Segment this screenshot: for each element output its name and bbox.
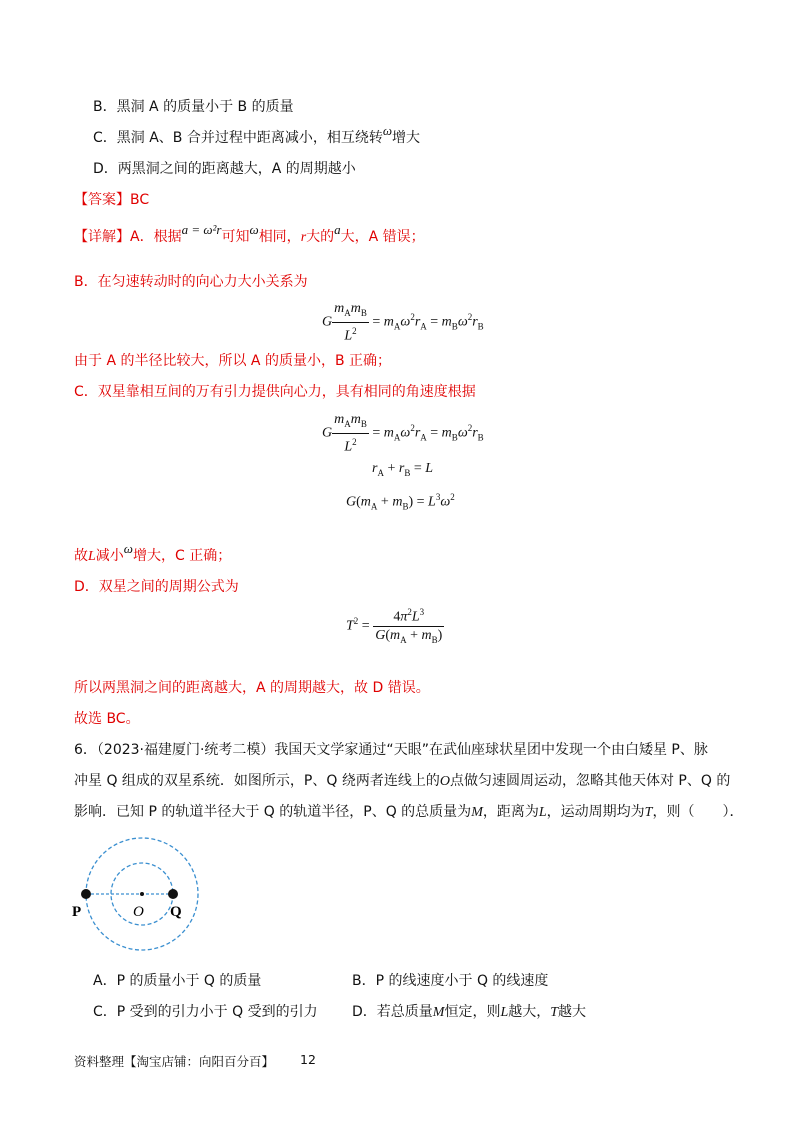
label-o: O: [133, 904, 144, 920]
conclusion: 故选 BC。: [74, 711, 140, 727]
b-result: 由于 A 的半径比较大，所以 A 的质量小，B 正确；: [74, 353, 392, 369]
c-intro: C．双星靠相互间的万有引力提供向心力，具有相同的角速度根据: [74, 384, 476, 400]
omega-symbol: ω: [382, 123, 393, 138]
center-o: [140, 892, 144, 896]
label-p: P: [72, 904, 82, 920]
formula-kepler: $G(m_A + m_B) = L^3\omega^2$: [346, 492, 455, 512]
d-result: 所以两黑洞之间的距离越大，A 的周期越大，故 D 错误。: [74, 680, 430, 696]
formula-radius-sum: $r_A + r_B = L$: [372, 461, 434, 478]
page-number: 12: [300, 1052, 316, 1067]
label-q: Q: [170, 904, 182, 920]
option-b: B．黑洞 A 的质量小于 B 的质量: [93, 99, 294, 115]
d-intro: D．双星之间的周期公式为: [74, 579, 239, 595]
binary-star-figure: [66, 836, 226, 956]
star-p: [81, 889, 91, 899]
c-result: 故L减小ω增大，C 正确；: [74, 541, 232, 564]
formula-a-omega2r: a = ω²r: [181, 222, 222, 237]
option-d: D．两黑洞之间的距离越大，A 的周期越小: [93, 161, 356, 177]
q6-line-2: 冲星 Q 组成的双星系统．如图所示，P、Q 绕两者连线上的O点做匀速圆周运动，忽略其他天体对 P、Q 的: [74, 773, 731, 789]
q6-line-1: 6．（2023·福建厦门·统考二模）我国天文学家通过“天眼”在武仙座球状星团中发现一个由白矮星 P、脉: [74, 742, 708, 758]
answer: 【答案】BC: [74, 192, 150, 208]
q6-line-3: 影响．已知 P 的轨道半径大于 Q 的轨道半径，P、Q 的总质量为M，距离为L，运动周期均为T，则（ ）．: [74, 804, 744, 820]
star-q: [168, 889, 178, 899]
choice-d: D．若总质量M恒定，则L越大，T越大: [352, 1004, 587, 1020]
choice-c: C．P 受到的引力小于 Q 受到的引力: [93, 1004, 318, 1020]
formula-centripetal-1: G $\frac{m_Am_B}{L^2}$ = $m_A\omega^2r_A = m_B\omega^2r_B$: [322, 301, 484, 344]
footer-source: 资料整理【淘宝店铺：向阳百分百】: [74, 1054, 275, 1069]
formula-centripetal-2: G $\frac{m_Am_B}{L^2}$ = $m_A\omega^2r_A = m_B\omega^2r_B$: [322, 412, 484, 455]
option-c: C．黑洞 A、B 合并过程中距离减小，相互绕转ω增大: [93, 123, 421, 146]
formula-period: $T^2$ = $\frac{4\pi^2L^3}{G(m_A + m_B)}$: [346, 604, 444, 648]
detail-a: 【详解】A．根据a = ω²r可知ω相同，r大的a大，A 错误；: [74, 222, 425, 245]
choice-b: B．P 的线速度小于 Q 的线速度: [352, 973, 549, 989]
b-intro: B．在匀速转动时的向心力大小关系为: [74, 274, 308, 290]
choice-a: A．P 的质量小于 Q 的质量: [93, 973, 262, 989]
